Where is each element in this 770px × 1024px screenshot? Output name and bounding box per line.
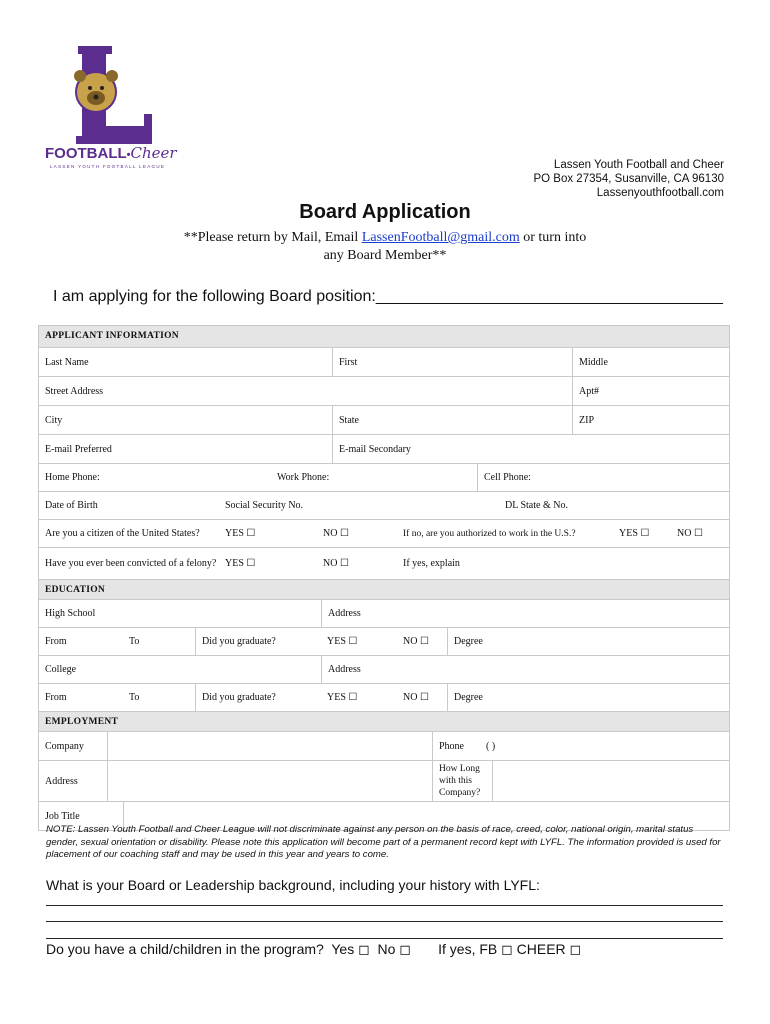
college-degree-field[interactable]: Degree (447, 684, 729, 711)
answer-line-2[interactable] (46, 921, 723, 922)
authorized-yes-checkbox[interactable]: YES ☐ (619, 528, 650, 539)
hs-from-field[interactable]: From (45, 636, 67, 647)
board-background-question: What is your Board or Leadership background, including your history with LYFL: (46, 877, 540, 893)
last-name-field[interactable]: Last Name (45, 356, 89, 368)
authorized-no-checkbox[interactable]: NO ☐ (677, 528, 703, 539)
high-school-address-field[interactable]: Address (321, 600, 729, 627)
email-secondary-field[interactable]: E-mail Secondary (332, 435, 729, 463)
hs-to-field[interactable]: To (129, 636, 140, 647)
college-graduate-question: Did you graduate? (195, 684, 321, 711)
logo-wordmark: FOOTBALL•Cheer (45, 144, 177, 162)
citizen-yes-checkbox[interactable]: YES ☐ (225, 528, 256, 539)
citizen-no-checkbox[interactable]: NO ☐ (323, 528, 349, 539)
children-in-program-question[interactable]: Do you have a child/children in the program? Yes ◻ No ◻ If yes, FB ◻ CHEER ◻ (46, 941, 582, 957)
section-header-education: EDUCATION (39, 579, 729, 599)
hs-degree-field[interactable]: Degree (447, 628, 729, 655)
company-phone-input[interactable]: ( ) (486, 740, 496, 752)
hs-graduate-question: Did you graduate? (195, 628, 321, 655)
felony-no-checkbox[interactable]: NO ☐ (323, 558, 349, 569)
org-name: Lassen Youth Football and Cheer (553, 159, 724, 171)
high-school-field[interactable]: High School (45, 608, 96, 619)
citizen-question: Are you a citizen of the United States? (45, 528, 200, 539)
college-to-field[interactable]: To (129, 692, 140, 703)
college-yes-checkbox[interactable]: YES ☐ (327, 692, 358, 703)
ssn-field[interactable]: Social Security No. (225, 500, 304, 511)
page-title: Board Application (299, 201, 471, 223)
college-from-field[interactable]: From (45, 692, 67, 703)
home-phone-field[interactable]: Home Phone: (45, 472, 100, 483)
college-address-field[interactable]: Address (321, 656, 729, 683)
hs-yes-checkbox[interactable]: YES ☐ (327, 636, 358, 647)
felony-explain-field[interactable]: If yes, explain (403, 558, 460, 569)
org-po-box: PO Box 27354, Susanville, CA 96130 (533, 173, 724, 185)
company-input[interactable] (107, 732, 432, 760)
company-address-input[interactable] (107, 761, 432, 801)
felony-question: Have you ever been convicted of a felony? (45, 557, 217, 569)
dl-state-field[interactable]: DL State & No. (505, 500, 568, 511)
email-link[interactable]: LassenFootball@gmail.com (361, 230, 520, 245)
phone-label: Phone (432, 732, 480, 760)
answer-line-3[interactable] (46, 938, 723, 939)
league-logo (40, 44, 175, 174)
company-label: Company (45, 740, 84, 752)
city-field[interactable]: City (45, 414, 63, 426)
college-no-checkbox[interactable]: NO ☐ (403, 692, 429, 703)
section-header-employment: EMPLOYMENT (39, 711, 729, 731)
non-discrimination-note: NOTE: Lassen Youth Football and Cheer League will not discriminate against any person on the basis of race, creed, color, national origin, marital status gender, sexual orientation or disability. Please note this application will become part of a permanent record kept with LYFL. The information provided is used for placement of our coaching staff and may be used in this year and years to come. (46, 824, 721, 860)
zip-field[interactable]: ZIP (572, 406, 729, 434)
hs-no-checkbox[interactable]: NO ☐ (403, 636, 429, 647)
state-field[interactable]: State (332, 406, 572, 434)
board-position-field[interactable]: I am applying for the following Board position:_______________________________________ (53, 288, 723, 305)
applicant-information-table (38, 325, 730, 831)
how-long-label: How Long with this Company? (432, 761, 492, 801)
authorized-question: If no, are you authorized to work in the U.S.? (403, 528, 576, 539)
email-preferred-field[interactable]: E-mail Preferred (45, 443, 112, 455)
org-website: Lassenyouthfootball.com (596, 187, 724, 199)
street-address-field[interactable]: Street Address (45, 385, 104, 397)
first-name-field[interactable]: First (332, 348, 572, 376)
organization-address (533, 158, 724, 200)
return-instructions: **Please return by Mail, Email LassenFootball@gmail.com or turn into any Board Member** (183, 230, 587, 263)
how-long-input[interactable] (492, 761, 729, 801)
cell-phone-field[interactable]: Cell Phone: (477, 464, 729, 491)
middle-name-field[interactable]: Middle (572, 348, 729, 376)
company-address-label: Address (45, 775, 78, 787)
work-phone-field[interactable]: Work Phone: (277, 472, 330, 483)
apt-field[interactable]: Apt# (572, 377, 729, 405)
felony-yes-checkbox[interactable]: YES ☐ (225, 558, 256, 569)
logo-tagline: LASSEN YOUTH FOOTBALL LEAGUE (50, 164, 166, 169)
college-field[interactable]: College (45, 664, 77, 675)
section-header-applicant: APPLICANT INFORMATION (39, 326, 729, 347)
job-title-label: Job Title (45, 810, 80, 822)
date-of-birth-field[interactable]: Date of Birth (45, 500, 98, 511)
answer-line-1[interactable] (46, 905, 723, 906)
